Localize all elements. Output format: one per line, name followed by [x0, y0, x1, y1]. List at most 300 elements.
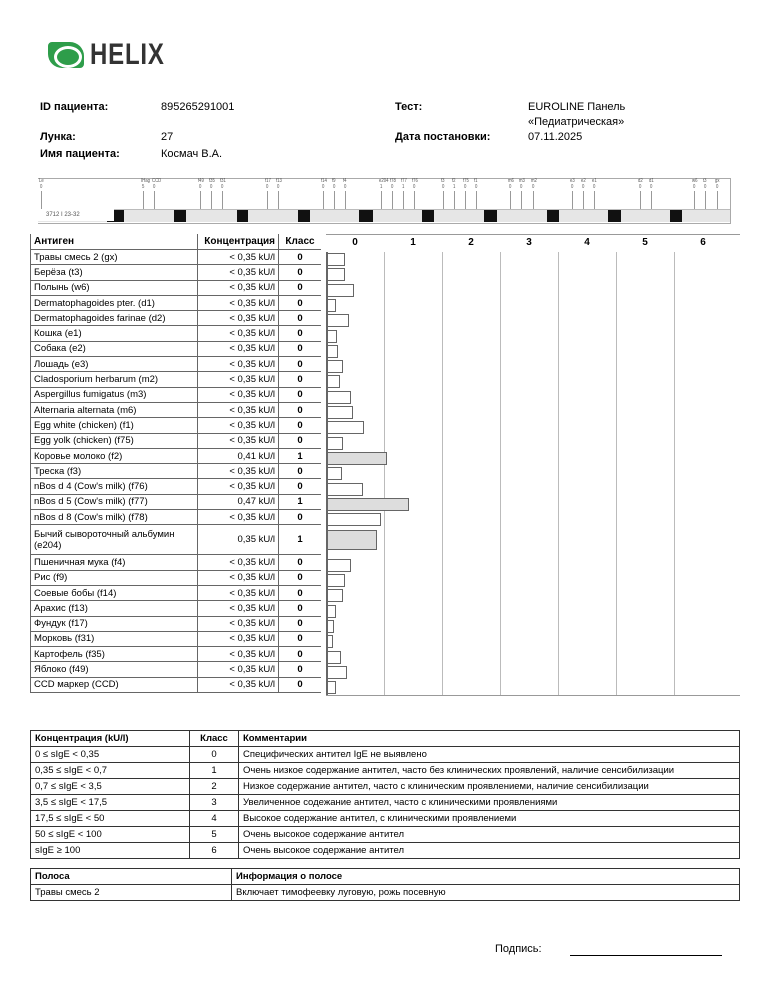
strip-tick-value: 0 [693, 184, 696, 190]
table-row [31, 616, 322, 631]
concentration-cell: < 0,35 kU/l [198, 555, 279, 570]
header-antigen: Антиген [31, 234, 198, 250]
strip-tick [265, 178, 271, 209]
legend-class: 1 [190, 763, 239, 779]
strip-tick-value: 0 [475, 184, 478, 190]
strip-control-block [237, 210, 248, 222]
strip-tick [583, 179, 584, 209]
class-cell: 0 [279, 387, 322, 402]
strip-tick [209, 178, 215, 209]
table-row [31, 570, 322, 585]
strip-tick [705, 179, 706, 209]
strip-tick-value: 0 [322, 184, 325, 190]
band-info-table [30, 868, 740, 901]
concentration-cell: < 0,35 kU/l [198, 510, 279, 525]
strip-tick-line [572, 191, 573, 209]
class-cell: 0 [279, 479, 322, 494]
strip-tick-name: CCD [152, 178, 162, 184]
strip-tick-value: 0 [199, 184, 202, 190]
strip-tick-value: 0 [571, 184, 574, 190]
concentration-cell: 0,35 kU/l [198, 525, 279, 555]
strip-tick-value: 0 [582, 184, 585, 190]
strip-tick-value: 0 [532, 184, 535, 190]
concentration-cell: < 0,35 kU/l [198, 372, 279, 387]
class-cell: 0 [279, 510, 322, 525]
legend-class: 0 [190, 747, 239, 763]
lower-tables [30, 730, 740, 901]
table-row [31, 555, 322, 570]
antigen-cell: Берёза (t3) [31, 265, 198, 280]
result-bar [328, 513, 381, 526]
result-bar [328, 253, 345, 266]
strip-tick-value: 0 [716, 184, 719, 190]
class-cell: 0 [279, 402, 322, 417]
strip-tick-line [414, 191, 415, 209]
logo-text: HELIX [90, 38, 165, 71]
strip-tick-name: f49 [198, 178, 204, 184]
result-bar [328, 681, 336, 694]
legend-row [31, 795, 740, 811]
concentration-cell: < 0,35 kU/l [198, 357, 279, 372]
strip-tick-line [143, 191, 144, 209]
strip-tick-line [403, 191, 404, 209]
strip-tick-line [381, 191, 382, 209]
strip-tick-line [443, 191, 444, 209]
antigen-cell: Кошка (e1) [31, 326, 198, 341]
class-gridline [674, 252, 675, 695]
antigen-cell: Пшеничная мука (f4) [31, 555, 198, 570]
result-bar [328, 620, 334, 633]
strip-tick-value: 1 [380, 184, 383, 190]
result-bar [328, 299, 336, 312]
class-label: 0 [352, 237, 358, 248]
strip-tick-name: gx [715, 178, 720, 184]
strip-tick-value: 0 [704, 184, 707, 190]
legend-range: 0 ≤ sIgE < 0,35 [31, 747, 190, 763]
strip-tick [454, 179, 455, 209]
class-cell: 1 [279, 448, 322, 463]
antigen-cell: Яблоко (f49) [31, 662, 198, 677]
antigen-cell: Aspergillus fumigatus (m3) [31, 387, 198, 402]
strip-tick [476, 179, 477, 209]
strip-tick-line [510, 191, 511, 209]
antigen-cell: nBos d 4 (Cow's milk) (f76) [31, 479, 198, 494]
test-value-line1: EUROLINE Панель [528, 101, 626, 113]
result-bar [328, 391, 351, 404]
result-bar [328, 437, 343, 450]
concentration-cell: < 0,35 kU/l [198, 295, 279, 310]
class-cell: 0 [279, 341, 322, 356]
date-label: Дата постановки: [395, 131, 491, 143]
concentration-cell: < 0,35 kU/l [198, 570, 279, 585]
class-cell: 0 [279, 616, 322, 631]
class-gridline [500, 252, 501, 695]
strip-tick-name: f2 [452, 178, 456, 184]
concentration-cell: < 0,35 kU/l [198, 433, 279, 448]
result-bar [328, 421, 364, 434]
concentration-cell: < 0,35 kU/l [198, 601, 279, 616]
concentration-cell: < 0,35 kU/l [198, 677, 279, 692]
class-cell: 0 [279, 357, 322, 372]
legend-header-range: Концентрация (kU/l) [31, 731, 190, 747]
strip-tick-name: f77 [401, 178, 407, 184]
strip-tick-name: f78 [390, 178, 396, 184]
legend-range: sIgE ≥ 100 [31, 843, 190, 859]
result-bar [328, 452, 387, 465]
antigen-cell: Фундук (f17) [31, 616, 198, 631]
strip-tick-line [200, 191, 201, 209]
class-cell: 0 [279, 265, 322, 280]
class-cell: 0 [279, 311, 322, 326]
legend-row [31, 827, 740, 843]
strip-tick-name: m3 [519, 178, 525, 184]
strip-tick [220, 178, 226, 209]
table-row [31, 677, 322, 692]
legend-header-comment: Комментарии [239, 731, 740, 747]
class-gridline [558, 252, 559, 695]
strip-tick-line [717, 191, 718, 209]
strip-tick [41, 179, 42, 209]
legend-comment: Очень высокое содержание антител [239, 843, 740, 859]
strip-tick [443, 179, 444, 209]
concentration-cell: < 0,35 kU/l [198, 631, 279, 646]
strip-control-block [484, 210, 497, 222]
table-row [31, 479, 322, 494]
strip-tick-value: 0 [509, 184, 512, 190]
result-bar [328, 284, 354, 297]
strip-tick [379, 178, 389, 209]
strip-control-block [608, 210, 621, 222]
band-row [31, 885, 740, 901]
strip-tick-value: 0 [210, 184, 213, 190]
strip-tick-value: 0 [464, 184, 467, 190]
strip-tick [390, 178, 396, 209]
strip-tick-name: f3 [441, 178, 445, 184]
antigen-cell: Треска (f3) [31, 464, 198, 479]
table-row [31, 311, 322, 326]
table-row [31, 357, 322, 372]
legend-class: 2 [190, 779, 239, 795]
strip-tick-name: f9 [332, 178, 336, 184]
legend-range: 0,7 ≤ sIgE < 3,5 [31, 779, 190, 795]
strip-tick-value: 1 [453, 184, 456, 190]
strip-tick-value: 1 [402, 184, 405, 190]
concentration-cell: < 0,35 kU/l [198, 341, 279, 356]
strip-tick-line [583, 191, 584, 209]
well-value: 27 [161, 131, 174, 143]
band-info-header: Информация о полосе [232, 869, 740, 885]
strip-tick-name: e1 [592, 178, 597, 184]
strip-tick-line [267, 191, 268, 209]
strip-tick-name: f17 [265, 178, 271, 184]
signature-label: Подпись: [495, 943, 542, 955]
strip-tick-value: 0 [277, 184, 280, 190]
strip-tick [717, 179, 718, 209]
test-value-line2: «Педиатрическая» [528, 116, 625, 128]
class-gridline [616, 252, 617, 695]
table-row [31, 464, 322, 479]
strip-tick-value: 0 [333, 184, 336, 190]
class-gridline [384, 252, 385, 695]
header-class: Класс [279, 234, 322, 250]
strip-tick-name: d2 [638, 178, 643, 184]
test-strip-image [38, 178, 731, 224]
well-label: Лунка: [40, 131, 76, 143]
table-row [31, 525, 322, 555]
class-gridline [442, 252, 443, 695]
strip-tick-name: e204 [379, 178, 389, 184]
antigen-cell: Dermatophagoides farinae (d2) [31, 311, 198, 326]
class-label: 3 [526, 237, 532, 248]
strip-tick-value: 0 [593, 184, 596, 190]
result-bar [328, 406, 353, 419]
concentration-cell: < 0,35 kU/l [198, 265, 279, 280]
class-bar-chart [326, 234, 740, 696]
strip-tick-line [533, 191, 534, 209]
strip-tick-value: 0 [221, 184, 224, 190]
strip-tick [412, 178, 418, 209]
strip-tick-name: t3 [703, 178, 707, 184]
legend-comment: Специфических антител IgE не выявлено [239, 747, 740, 763]
antigen-cell: nBos d 8 (Cow's milk) (f78) [31, 510, 198, 525]
strip-tick [345, 179, 346, 209]
strip-tick [141, 178, 150, 209]
legend-row [31, 843, 740, 859]
strip-tick-name: e2 [581, 178, 586, 184]
strip-id: 3712 I 23-32 [38, 209, 114, 221]
strip-tick-name: m6 [508, 178, 514, 184]
antigen-cell: Картофель (f35) [31, 647, 198, 662]
legend-row [31, 747, 740, 763]
date-value: 07.11.2025 [528, 131, 583, 143]
strip-tick [519, 178, 525, 209]
concentration-cell: < 0,35 kU/l [198, 326, 279, 341]
strip-tick-line [211, 191, 212, 209]
concentration-cell: < 0,35 kU/l [198, 387, 279, 402]
strip-tick-line [521, 191, 522, 209]
strip-tick-value: 0 [650, 184, 653, 190]
legend-class: 6 [190, 843, 239, 859]
strip-tick-name: f13 [276, 178, 282, 184]
class-label: 1 [410, 237, 416, 248]
class-cell: 0 [279, 570, 322, 585]
result-bar [328, 651, 341, 664]
strip-tick-name: IHag [141, 178, 150, 184]
strip-tick [321, 178, 327, 209]
legend-range: 50 ≤ sIgE < 100 [31, 827, 190, 843]
strip-tick-line [392, 191, 393, 209]
table-row [31, 601, 322, 616]
band-info: Включает тимофеевку луговую, рожь посевную [232, 885, 740, 901]
class-cell: 0 [279, 555, 322, 570]
strip-tick-name: f14 [321, 178, 327, 184]
strip-tick-name: f75 [463, 178, 469, 184]
result-bar [328, 605, 336, 618]
legend-row [31, 811, 740, 827]
patient-id-label: ID пациента: [40, 101, 109, 113]
strip-tick-value: 0 [391, 184, 394, 190]
result-bar [328, 666, 347, 679]
result-bar [328, 589, 343, 602]
table-row [31, 280, 322, 295]
strip-tick-line [476, 191, 477, 209]
strip-tick [572, 179, 573, 209]
result-bar [328, 635, 333, 648]
result-bar [328, 574, 345, 587]
band-header: Полоса [31, 869, 232, 885]
strip-tick [401, 178, 407, 209]
strip-tick-value: 0 [266, 184, 269, 190]
signature-line [570, 955, 722, 956]
antigen-cell: Egg yolk (chicken) (f75) [31, 433, 198, 448]
strip-tick-name: w6 [692, 178, 698, 184]
strip-tick-value: 5 [142, 184, 145, 190]
legend-range: 17,5 ≤ sIgE < 50 [31, 811, 190, 827]
strip-tick-line [694, 191, 695, 209]
class-cell: 0 [279, 647, 322, 662]
concentration-cell: < 0,35 kU/l [198, 647, 279, 662]
strip-tick-line [41, 191, 42, 209]
strip-control-block [547, 210, 559, 222]
strip-tick-value: 0 [153, 184, 156, 190]
legend-class: 3 [190, 795, 239, 811]
strip-tick-value: 0 [413, 184, 416, 190]
class-label: 4 [584, 237, 590, 248]
class-cell: 0 [279, 326, 322, 341]
table-row [31, 631, 322, 646]
strip-tick-line [640, 191, 641, 209]
patient-id-value: 895265291001 [161, 101, 235, 113]
antigen-cell: Egg white (chicken) (f1) [31, 418, 198, 433]
table-row [31, 295, 322, 310]
legend-range: 0,35 ≤ sIgE < 0,7 [31, 763, 190, 779]
class-label: 6 [700, 237, 706, 248]
legend-row [31, 763, 740, 779]
class-cell: 0 [279, 418, 322, 433]
concentration-cell: 0,47 kU/l [198, 494, 279, 509]
result-bar [328, 330, 337, 343]
class-cell: 1 [279, 494, 322, 509]
helix-logo [48, 38, 183, 72]
strip-tick-name: f1 [474, 178, 478, 184]
result-bar [328, 375, 340, 388]
legend-comment: Высокое содержание антител, с клиническими проявлениеми [239, 811, 740, 827]
strip-tick-line [345, 191, 346, 209]
table-row [31, 433, 322, 448]
concentration-cell: < 0,35 kU/l [198, 402, 279, 417]
table-row [31, 387, 322, 402]
legend-row [31, 779, 740, 795]
strip-tick [152, 178, 162, 209]
class-cell: 0 [279, 662, 322, 677]
concentration-cell: < 0,35 kU/l [198, 250, 279, 265]
antigen-cell: Коровье молоко (f2) [31, 448, 198, 463]
antigen-cell: Alternaria alternata (m6) [31, 402, 198, 417]
strip-tick [463, 178, 469, 209]
concentration-cell: < 0,35 kU/l [198, 280, 279, 295]
strip-tick-name: f35 [209, 178, 215, 184]
antigen-cell: nBos d 5 (Cow's milk) (f77) [31, 494, 198, 509]
concentration-cell: < 0,35 kU/l [198, 616, 279, 631]
table-row [31, 647, 322, 662]
results-table [30, 234, 321, 693]
strip-tick [594, 179, 595, 209]
table-row [31, 326, 322, 341]
class-legend-table [30, 730, 740, 859]
result-bar [328, 530, 377, 550]
strip-tick [508, 178, 514, 209]
strip-tick-name: Le [39, 178, 44, 184]
strip-tick-line [454, 191, 455, 209]
strip-tick-value: 0 [520, 184, 523, 190]
table-row [31, 372, 322, 387]
antigen-cell: Рис (f9) [31, 570, 198, 585]
strip-tick [276, 178, 282, 209]
strip-tick-value: 0 [442, 184, 445, 190]
helix-logo-icon [48, 42, 84, 68]
antigen-cell: Бычий сывороточный альбумин (e204) [31, 525, 198, 555]
strip-tick-line [222, 191, 223, 209]
legend-comment: Увеличенное содежание антител, часто с клиническими проявлениями [239, 795, 740, 811]
class-cell: 0 [279, 677, 322, 692]
antigen-cell: Собака (e2) [31, 341, 198, 356]
strip-tick-name: f76 [412, 178, 418, 184]
table-row [31, 662, 322, 677]
legend-comment: Очень высокое содержание антител [239, 827, 740, 843]
strip-tick [334, 179, 335, 209]
class-label: 2 [468, 237, 474, 248]
result-bar [328, 483, 363, 496]
strip-tick-line [594, 191, 595, 209]
strip-band [38, 209, 730, 222]
strip-control-block [359, 210, 373, 222]
class-cell: 0 [279, 601, 322, 616]
class-cell: 0 [279, 280, 322, 295]
antigen-cell: CCD маркер (CCD) [31, 677, 198, 692]
antigen-cell: Травы смесь 2 (gx) [31, 250, 198, 265]
strip-tick-name: d1 [649, 178, 654, 184]
table-row [31, 510, 322, 525]
strip-tick-value: 0 [40, 184, 43, 190]
antigen-cell: Cladosporium herbarum (m2) [31, 372, 198, 387]
table-row [31, 418, 322, 433]
strip-tick-line [323, 191, 324, 209]
table-row [31, 402, 322, 417]
strip-control-block [174, 210, 186, 222]
strip-tick-line [278, 191, 279, 209]
strip-tick-value: 0 [344, 184, 347, 190]
result-bar [328, 345, 338, 358]
antigen-cell: Арахис (f13) [31, 601, 198, 616]
legend-comment: Низкое содержание антител, часто с клиническим проявлениеми, наличие сенсибилизации [239, 779, 740, 795]
result-bar [328, 498, 409, 511]
strip-tick-line [154, 191, 155, 209]
concentration-cell: < 0,35 kU/l [198, 464, 279, 479]
result-bar [328, 360, 343, 373]
strip-control-block [298, 210, 310, 222]
class-label: 5 [642, 237, 648, 248]
strip-tick-line [465, 191, 466, 209]
result-bar [328, 268, 345, 281]
antigen-cell: Морковь (f31) [31, 631, 198, 646]
result-bar [328, 559, 351, 572]
strip-tick [198, 178, 204, 209]
table-row [31, 585, 322, 600]
concentration-cell: < 0,35 kU/l [198, 585, 279, 600]
strip-tick-value: 0 [639, 184, 642, 190]
class-cell: 0 [279, 433, 322, 448]
strip-tick [692, 178, 698, 209]
